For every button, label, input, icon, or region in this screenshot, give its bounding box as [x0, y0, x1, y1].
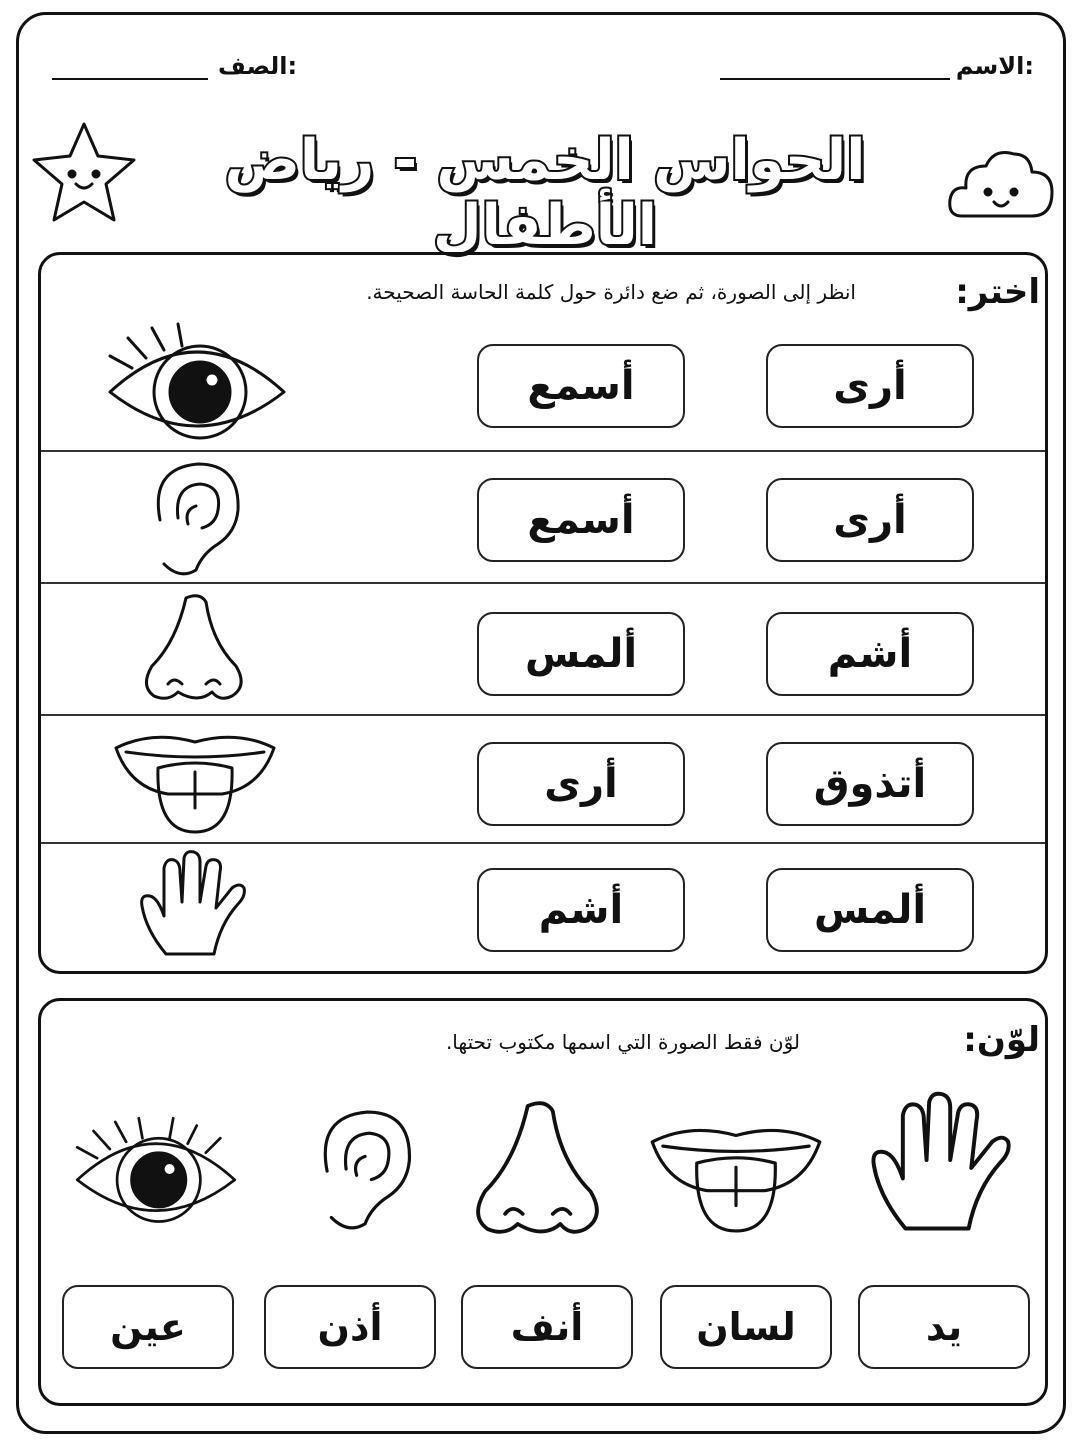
name-box-nose: أنف	[461, 1285, 633, 1369]
star-mascot-icon	[28, 118, 140, 228]
tongue-icon[interactable]	[648, 1104, 824, 1254]
row-divider	[41, 714, 1045, 716]
ear-icon	[140, 458, 250, 578]
row-divider	[41, 450, 1045, 452]
color-section-title: لوّن:	[963, 1020, 1040, 1060]
option-left-row-2[interactable]: أسمع	[477, 478, 685, 562]
option-right-row-2[interactable]: أرى	[766, 478, 974, 562]
option-left-row-3[interactable]: ألمس	[477, 612, 685, 696]
ear-icon[interactable]	[306, 1088, 422, 1250]
name-box-hand: يد	[858, 1285, 1030, 1369]
name-box-tongue: لسان	[660, 1285, 832, 1369]
name-label: الاسم:	[955, 52, 1034, 80]
cloud-mascot-icon	[944, 140, 1058, 226]
nose-icon	[140, 592, 250, 706]
class-label: الصف:	[218, 52, 298, 80]
choose-section-title: اختر:	[955, 272, 1040, 312]
row-divider	[41, 842, 1045, 844]
option-left-row-1[interactable]: أسمع	[477, 344, 685, 428]
name-box-eye: عين	[62, 1285, 234, 1369]
name-box-ear: أذن	[264, 1285, 436, 1369]
nose-icon[interactable]	[470, 1094, 608, 1246]
color-instruction: لوّن فقط الصورة التي اسمها مكتوب تحتها.	[445, 1030, 800, 1054]
hand-icon	[136, 850, 250, 960]
option-right-row-3[interactable]: أشم	[766, 612, 974, 696]
option-right-row-4[interactable]: أتذوق	[766, 742, 974, 826]
eye-icon	[102, 320, 292, 440]
choose-instruction: انظر إلى الصورة، ثم ضع دائرة حول كلمة الحاسة الصحيحة.	[366, 280, 856, 304]
option-left-row-4[interactable]: أرى	[477, 742, 685, 826]
option-right-row-5[interactable]: ألمس	[766, 868, 974, 952]
tongue-icon	[112, 728, 278, 838]
row-divider	[41, 582, 1045, 584]
option-left-row-5[interactable]: أشم	[477, 868, 685, 952]
name-field[interactable]	[720, 78, 950, 80]
option-right-row-1[interactable]: أرى	[766, 344, 974, 428]
class-field[interactable]	[52, 78, 208, 80]
worksheet-title: الحواس الخمس - رياض الأطفال	[224, 128, 866, 258]
hand-icon[interactable]	[866, 1088, 1016, 1240]
eye-icon[interactable]	[70, 1104, 242, 1234]
